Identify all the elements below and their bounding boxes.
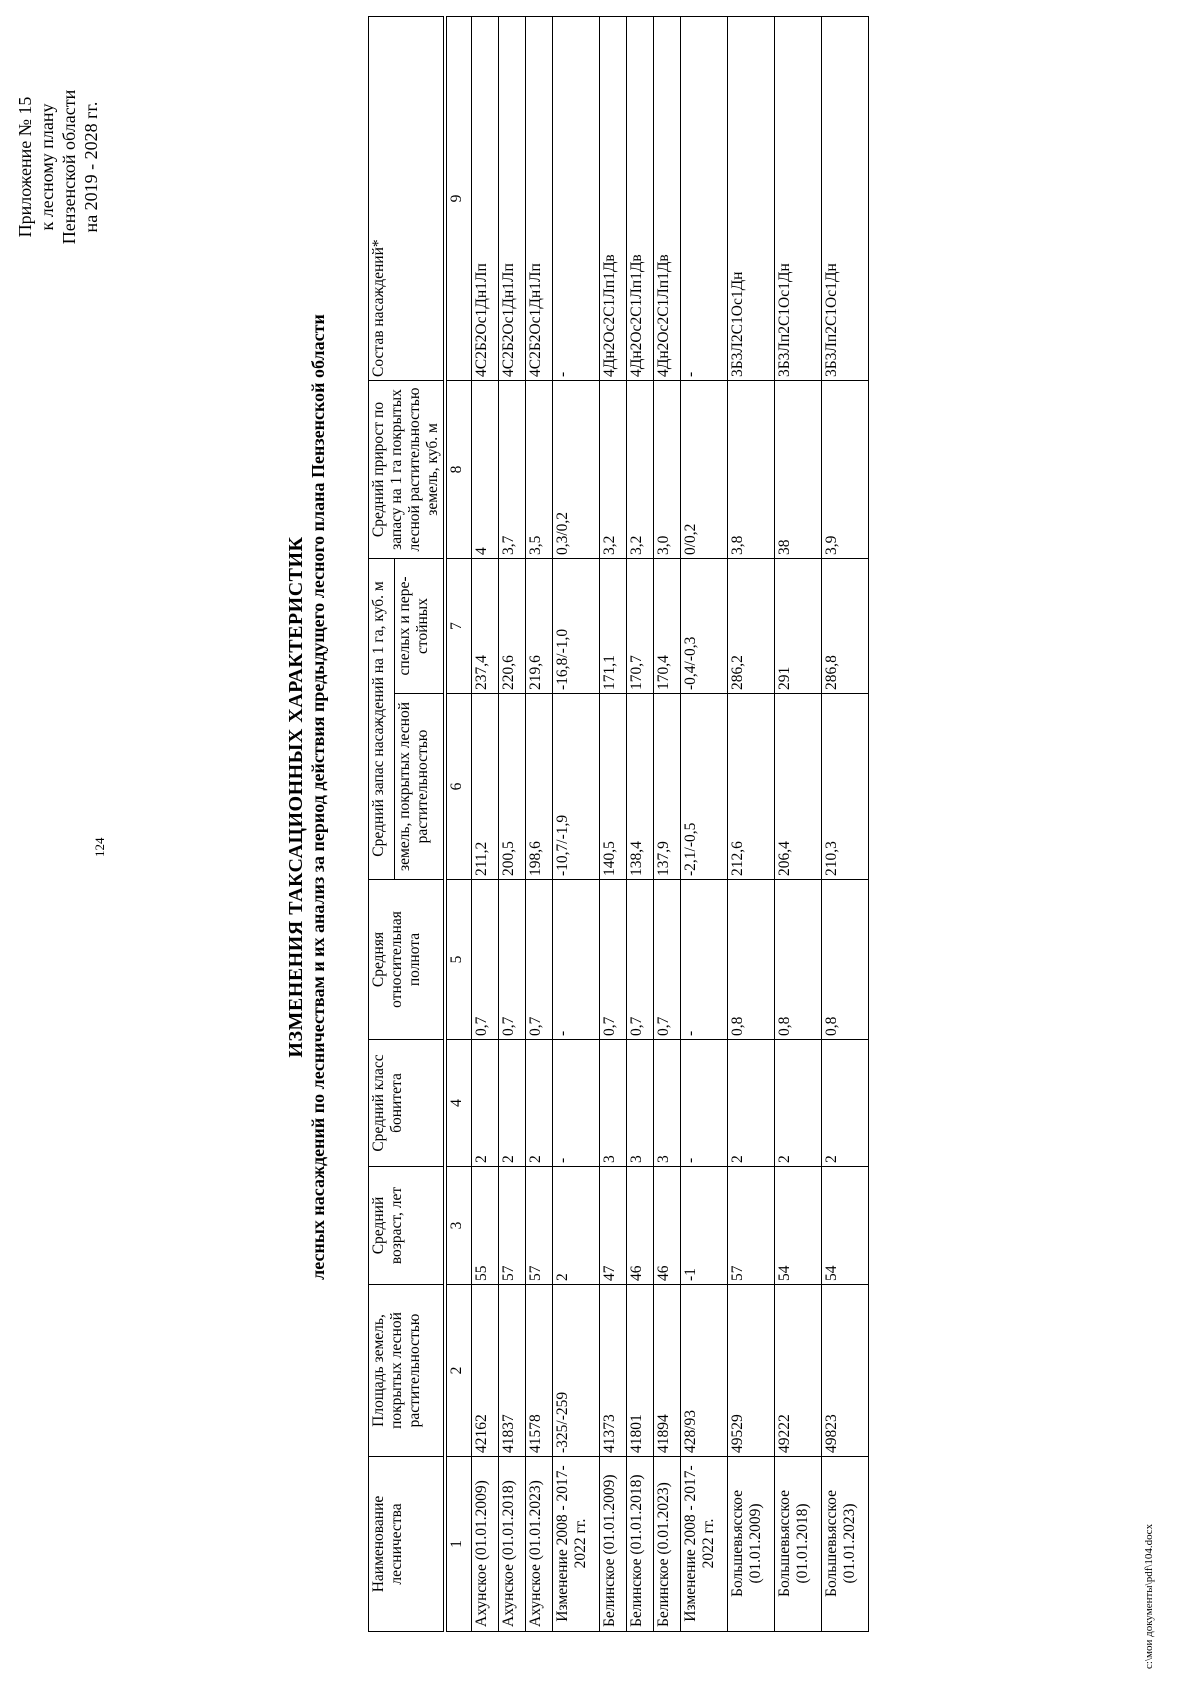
header-bonitet: Средний класс бонитета (369, 1040, 446, 1167)
table-row (728, 17, 775, 1632)
cell-name: Большевьясское (01.01.2018) (775, 1457, 822, 1632)
cell-bonitet: 2 (822, 1040, 869, 1167)
cell-name: Белинское (0.01.2023) (654, 1457, 681, 1632)
table-row (822, 17, 869, 1632)
cell-stock-mature: 170,4 (654, 559, 681, 694)
cell-area: 41837 (499, 1285, 526, 1457)
cell-growth: 3,7 (499, 381, 526, 559)
cell-area: -325/-259 (553, 1285, 600, 1457)
column-number: 3 (445, 1167, 472, 1285)
cell-stock-mature: 286,2 (728, 559, 775, 694)
table-row (553, 17, 600, 1632)
cell-name: Ахунское (01.01.2009) (472, 1457, 499, 1632)
header-stock-forest: земель, покрытых лесной растительностью (395, 694, 445, 880)
cell-composition: 3Б3Лп2С1Ос1Дн (822, 17, 869, 381)
cell-stock-mature: -0,4/-0,3 (681, 559, 728, 694)
cell-age: 55 (472, 1167, 499, 1285)
table-row (600, 17, 627, 1632)
cell-stock-mature: 171,1 (600, 559, 627, 694)
cell-density: - (553, 880, 600, 1040)
cell-stock-forest: -10,7/-1,9 (553, 694, 600, 880)
cell-age: 2 (553, 1167, 600, 1285)
header-stock-mature: спелых и пере-стойных (395, 559, 445, 694)
cell-age: -1 (681, 1167, 728, 1285)
footer-file-path: c:\мои документы\pdf\104.docx (1143, 1523, 1155, 1669)
cell-composition: 3Б3Лп2С1Ос1Дн (775, 17, 822, 381)
cell-area: 41578 (526, 1285, 553, 1457)
column-number-row (445, 17, 472, 1632)
title-line-1: ИЗМЕНЕНИЯ ТАКСАЦИОННЫХ ХАРАКТЕРИСТИК (285, 536, 307, 1058)
column-number: 6 (445, 694, 472, 880)
cell-density: 0,7 (600, 880, 627, 1040)
cell-growth: 3,9 (822, 381, 869, 559)
cell-stock-mature: 237,4 (472, 559, 499, 694)
cell-bonitet: 3 (600, 1040, 627, 1167)
column-number: 5 (445, 880, 472, 1040)
cell-area: 49529 (728, 1285, 775, 1457)
cell-growth: 3,2 (600, 381, 627, 559)
cell-stock-mature: 291 (775, 559, 822, 694)
cell-density: 0,8 (728, 880, 775, 1040)
cell-bonitet: - (553, 1040, 600, 1167)
cell-composition: 4С2Б2Ос1Дн1Лп (526, 17, 553, 381)
cell-stock-mature: 220,6 (499, 559, 526, 694)
appendix-note (14, 17, 102, 317)
cell-age: 54 (775, 1167, 822, 1285)
cell-density: 0,8 (775, 880, 822, 1040)
cell-stock-forest: -2,1/-0,5 (681, 694, 728, 880)
table-row (681, 17, 728, 1632)
cell-stock-forest: 212,6 (728, 694, 775, 880)
header-area: Площадь земель, покрытых лесной растительностью (369, 1285, 446, 1457)
cell-growth: 3,5 (526, 381, 553, 559)
column-number: 7 (445, 559, 472, 694)
table-row (472, 17, 499, 1632)
table-row (526, 17, 553, 1632)
cell-growth: 0,3/0,2 (553, 381, 600, 559)
header-density: Средняя относительная полнота (369, 880, 446, 1040)
cell-bonitet: - (681, 1040, 728, 1167)
cell-bonitet: 3 (627, 1040, 654, 1167)
header-age: Средний возраст, лет (369, 1167, 446, 1285)
cell-age: 46 (654, 1167, 681, 1285)
cell-stock-forest: 200,5 (499, 694, 526, 880)
cell-stock-forest: 211,2 (472, 694, 499, 880)
cell-age: 57 (728, 1167, 775, 1285)
column-number: 4 (445, 1040, 472, 1167)
cell-composition: - (553, 17, 600, 381)
taxation-table (368, 16, 869, 1632)
cell-name: Изменение 2008 - 2017-2022 гг. (681, 1457, 728, 1632)
cell-stock-forest: 140,5 (600, 694, 627, 880)
header-growth: Средний прирост по запасу на 1 га покрытых лесной растительностью земель, куб. м (369, 381, 446, 559)
column-number: 1 (445, 1457, 472, 1632)
table-body (472, 17, 869, 1632)
column-number: 9 (445, 17, 472, 381)
cell-age: 46 (627, 1167, 654, 1285)
appendix-line-3: Пензенской области (59, 89, 79, 245)
cell-name: Ахунское (01.01.2023) (526, 1457, 553, 1632)
cell-area: 42162 (472, 1285, 499, 1457)
cell-stock-forest: 137,9 (654, 694, 681, 880)
cell-growth: 38 (775, 381, 822, 559)
cell-composition: 4Дн2Ос2С1Лп1Дв (627, 17, 654, 381)
cell-bonitet: 2 (499, 1040, 526, 1167)
cell-composition: 3Б3Л2С1Ос1Дн (728, 17, 775, 381)
cell-stock-mature: 170,7 (627, 559, 654, 694)
cell-area: 41373 (600, 1285, 627, 1457)
cell-composition: - (681, 17, 728, 381)
cell-stock-forest: 138,4 (627, 694, 654, 880)
cell-stock-forest: 206,4 (775, 694, 822, 880)
cell-growth: 3,8 (728, 381, 775, 559)
column-number: 8 (445, 381, 472, 559)
appendix-line-2: к лесному плану (37, 103, 57, 231)
cell-area: 49222 (775, 1285, 822, 1457)
cell-age: 47 (600, 1167, 627, 1285)
cell-area: 49823 (822, 1285, 869, 1457)
cell-age: 57 (526, 1167, 553, 1285)
table-row (654, 17, 681, 1632)
cell-stock-mature: -16,8/-1,0 (553, 559, 600, 694)
appendix-line-1: Приложение № 15 (15, 96, 35, 238)
cell-area: 41801 (627, 1285, 654, 1457)
cell-name: Изменение 2008 - 2017-2022 гг. (553, 1457, 600, 1632)
cell-density: 0,7 (627, 880, 654, 1040)
header-name: Наименование лесничества (369, 1457, 446, 1632)
cell-composition: 4Дн2Ос2С1Лп1Дв (654, 17, 681, 381)
cell-bonitet: 2 (728, 1040, 775, 1167)
cell-stock-mature: 219,6 (526, 559, 553, 694)
cell-bonitet: 2 (472, 1040, 499, 1167)
cell-density: 0,7 (526, 880, 553, 1040)
page-number: 124 (92, 837, 107, 857)
cell-name: Большевьясское (01.01.2023) (822, 1457, 869, 1632)
title-line-2: лесных насаждений по лесничествам и их анализ за период действия предыдущего лесного плана Пензенской области (308, 314, 328, 1280)
header-composition: Состав насаждений* (369, 17, 446, 381)
cell-density: - (681, 880, 728, 1040)
table-row (775, 17, 822, 1632)
cell-area: 428/93 (681, 1285, 728, 1457)
cell-growth: 3,2 (627, 381, 654, 559)
cell-density: 0,7 (654, 880, 681, 1040)
header-stock-group: Средний запас насаждений на 1 га, куб. м (369, 559, 395, 880)
cell-stock-forest: 198,6 (526, 694, 553, 880)
cell-growth: 3,0 (654, 381, 681, 559)
document-title (285, 17, 329, 1577)
cell-name: Ахунское (01.01.2018) (499, 1457, 526, 1632)
cell-composition: 4С2Б2Ос1Дн1Лп (472, 17, 499, 381)
cell-name: Большевьясское (01.01.2009) (728, 1457, 775, 1632)
cell-density: 0,7 (472, 880, 499, 1040)
cell-bonitet: 3 (654, 1040, 681, 1167)
table-row (627, 17, 654, 1632)
cell-composition: 4Дн2Ос2С1Лп1Дв (600, 17, 627, 381)
cell-area: 41894 (654, 1285, 681, 1457)
cell-stock-mature: 286,8 (822, 559, 869, 694)
column-number: 2 (445, 1285, 472, 1457)
cell-name: Белинское (01.01.2009) (600, 1457, 627, 1632)
cell-age: 57 (499, 1167, 526, 1285)
cell-age: 54 (822, 1167, 869, 1285)
cell-density: 0,7 (499, 880, 526, 1040)
appendix-line-4: на 2019 - 2028 гг. (81, 101, 101, 233)
table-row (499, 17, 526, 1632)
cell-bonitet: 2 (526, 1040, 553, 1167)
cell-name: Белинское (01.01.2018) (627, 1457, 654, 1632)
cell-growth: 0/0,2 (681, 381, 728, 559)
cell-density: 0,8 (822, 880, 869, 1040)
cell-growth: 4 (472, 381, 499, 559)
cell-bonitet: 2 (775, 1040, 822, 1167)
cell-composition: 4С2Б2Ос1Дн1Лп (499, 17, 526, 381)
cell-stock-forest: 210,3 (822, 694, 869, 880)
